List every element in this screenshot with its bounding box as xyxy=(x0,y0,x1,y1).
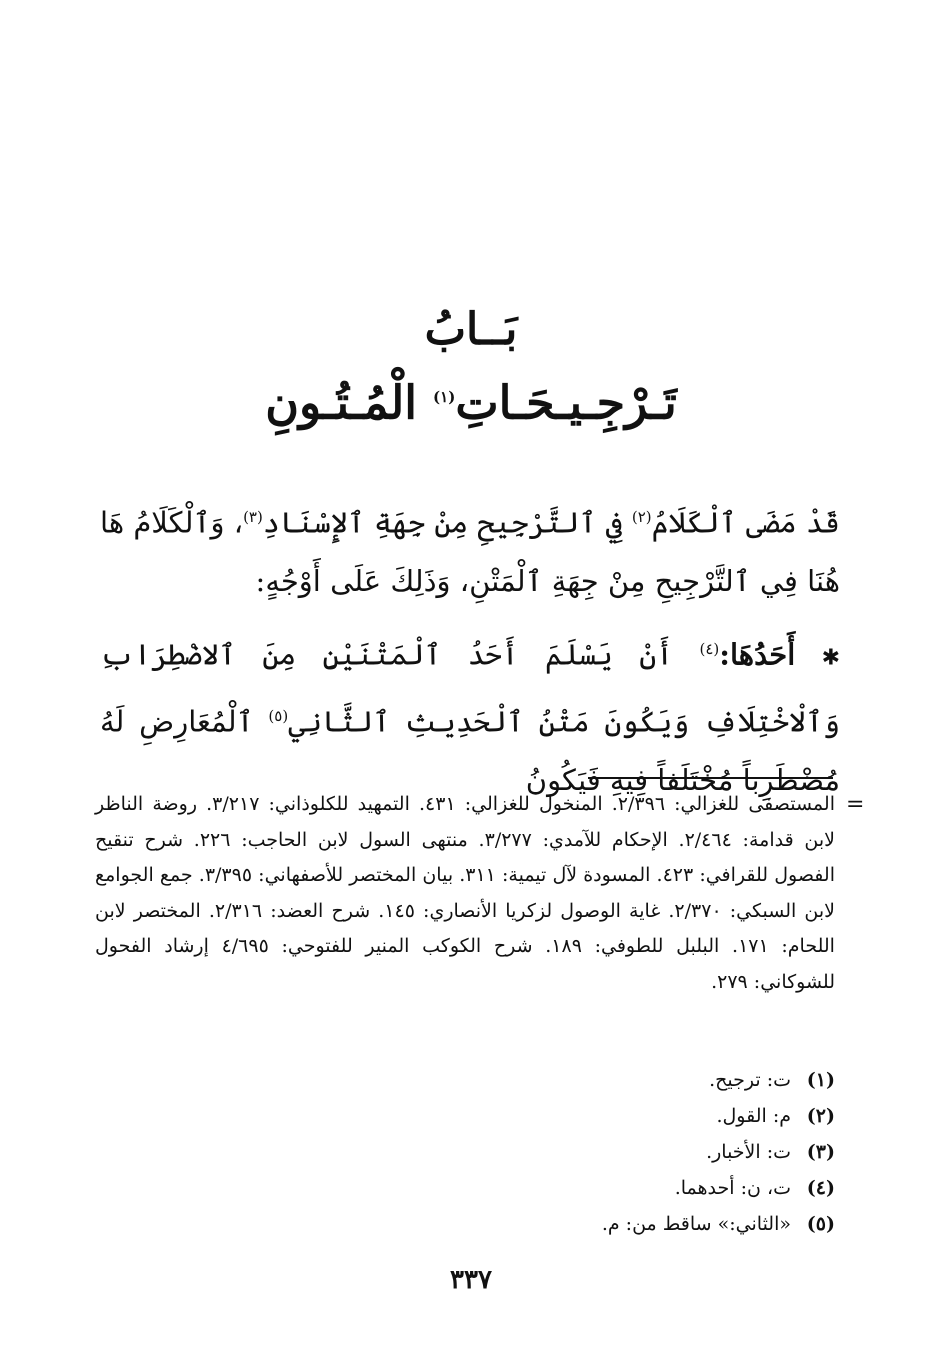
text-span: فِي ٱلتَّرْجِيحِ مِنْ جِهَةِ ٱلإِسْنَادِ xyxy=(262,505,623,540)
page-number: ٣٣٧ xyxy=(450,1265,492,1295)
footnote-ref-4: (٤) xyxy=(699,639,720,658)
text-span: قَدْ مَضَى ٱلْكَلَامُ xyxy=(651,505,841,540)
footnote-item xyxy=(500,1170,835,1206)
footnote-number: (٣) xyxy=(806,1141,835,1163)
footnote-item xyxy=(500,1062,835,1098)
footnote-number: (٥) xyxy=(806,1213,835,1235)
bullet-star-icon: ✱ xyxy=(821,645,841,671)
text-span: ٱلْمُعَارِضِ لَهُ مُضْطَرِباً مُخْتَلَفاً فِيهِ فَيَكُونُ xyxy=(100,704,840,797)
footnotes-list xyxy=(500,1062,835,1242)
footnote-ref-5: (٥) xyxy=(268,707,289,726)
footnote-number: (٤) xyxy=(806,1177,835,1199)
paragraph-intro xyxy=(100,488,840,610)
footnote-item xyxy=(500,1206,835,1242)
chapter-heading xyxy=(150,300,792,437)
text-span: ، وَٱلْكَلَامُ هَا هُنَا فِي ٱلتَّرْجِيحِ مِنْ جِهَةِ ٱلْمَتْنِ، وَذَلِكَ عَلَى أَوْجُهٍ: xyxy=(100,505,840,598)
footnote-text: «الثاني:» ساقط من: م. xyxy=(601,1213,791,1235)
footnote-text: ت: الأخبار. xyxy=(706,1141,791,1163)
footnote-ref-2: (٢) xyxy=(631,508,652,526)
text-span: أَنْ يَسْلَمَ أَحَدُ ٱلْمَتْنَيْنِ مِنَ ٱلاضْطِرَابِ وَٱلْاخْتِلَافِ وَيَكُونَ مَتْنُ ٱلْحَدِيثِ ٱلثَّانِي xyxy=(100,637,841,739)
footnote-text: م: القول. xyxy=(716,1105,791,1127)
footnote-text: ت: ترجيح. xyxy=(709,1069,791,1091)
footnote-ref-3: (٣) xyxy=(243,508,263,526)
continuation-mark: = xyxy=(846,792,865,817)
references-footnote: المستصفى للغزالي: ٢/٣٩٦. المنخول للغزالي: ٤٣١. التمهيد للكلوذاني: ٣/٢١٧. روضة الناظر لابن قدامة: ٢/٤٦٤. الإحكام للآمدي: ٣/٢٧٧. منتهى السول لابن الحاجب: ٢٢٦. شرح تنقيح الفصول للقرافي: ٤٢٣. المسودة لآل تيمية: ٣١١. بيان المختصر للأصفهاني: ٣/٣٩٥. جمع الجوامع لابن السبكي: ٢/٣٧٠. غاية الوصول لزكريا الأنصاري: ١٤٥. شرح العضد: ٢/٣١٦. المختصر لابن اللحام: ١٧١. البلبل للطوفي: ١٨٩. شرح الكوكب المنير للفتوحي: ٤/٦٩٥ إرشاد الفحول للشوكاني: ٢٧٩. xyxy=(95,793,835,993)
chapter-title xyxy=(150,362,792,437)
chapter-title-word: تَـرْجِـيـحَـاتِ xyxy=(455,375,677,430)
footnote-ref-1: (١) xyxy=(433,388,456,406)
footnote-item xyxy=(500,1134,835,1170)
footnote-divider xyxy=(588,777,833,779)
footnote-number: (٢) xyxy=(806,1105,835,1127)
chapter-label: بَــابُ xyxy=(424,304,518,355)
footnote-number: (١) xyxy=(806,1069,835,1091)
footnote-text: ت، ن: أحدهما. xyxy=(674,1177,791,1199)
aspect-lead: أَحَدُهَا: xyxy=(719,637,796,672)
footnote-item xyxy=(500,1098,835,1134)
paragraph-first-aspect xyxy=(100,620,840,809)
chapter-title-word-2: الْمُـتُـونِ xyxy=(265,375,418,430)
main-text xyxy=(100,488,840,809)
